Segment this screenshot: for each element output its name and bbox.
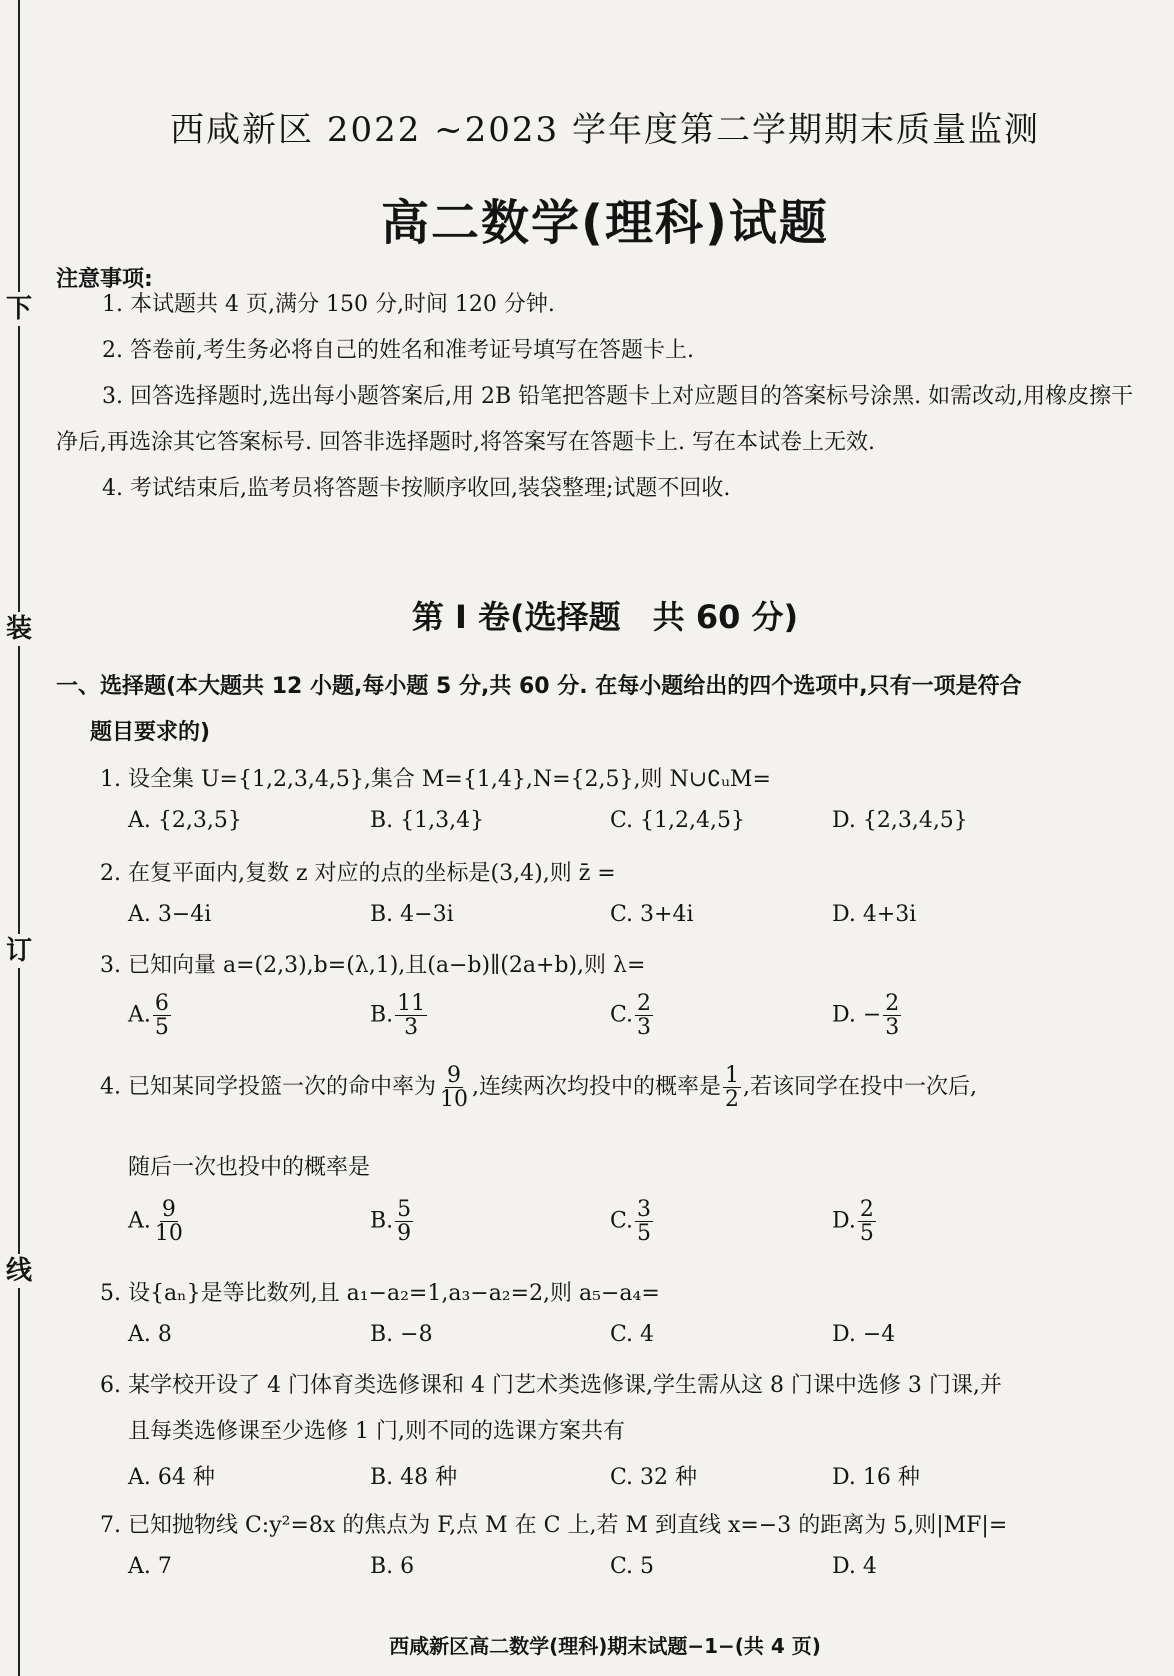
option-b: [370, 992, 429, 1039]
binding-mark-xian: 线: [3, 1254, 35, 1288]
question-6-options: [128, 1460, 1154, 1500]
notice-item: 3. 回答选择题时,选出每小题答案后,用 2B 铅笔把答题卡上对应题目的答案标号涂黑. 如需改动,用橡皮擦干净后,再选涂其它答案标号. 回答非选择题时,将答案写在答题卡上. 写在本试卷上无效.: [56, 384, 1134, 455]
question-7-options: [128, 1554, 1154, 1594]
question-4-stem: [100, 1064, 1154, 1111]
notice-item: 4. 考试结束后,监考员将答题卡按顺序收回,装袋整理;试题不回收.: [102, 476, 731, 501]
denominator: 10: [440, 1087, 468, 1113]
denominator: 3: [637, 1015, 652, 1041]
option-b: B. −8: [370, 1322, 433, 1347]
fraction: [723, 1064, 741, 1111]
option-c: C. 32 种: [610, 1465, 698, 1490]
option-d: D. 4: [832, 1554, 877, 1579]
instruction-line: 题目要求的): [90, 720, 211, 745]
option-a: A. 3−4i: [128, 902, 212, 927]
fraction: [395, 992, 427, 1039]
section-title: 第 I 卷(选择题 共 60 分): [411, 598, 799, 636]
stem-text: 4. 已知某同学投篮一次的命中率为: [100, 1074, 436, 1100]
binding-mark-xia: 下: [3, 292, 35, 326]
numerator: 9: [447, 1063, 461, 1088]
fraction: [858, 1198, 876, 1245]
question-5-options: [128, 1322, 1154, 1362]
binding-margin: [0, 0, 40, 1676]
fraction: [883, 992, 901, 1039]
option-d: [832, 1198, 878, 1245]
stem-text: ,连续两次均投中的概率是: [472, 1074, 721, 1100]
fraction: [395, 1198, 413, 1245]
option-d: D. 16 种: [832, 1465, 920, 1490]
exam-page: [56, 0, 1154, 1676]
option-label: D. −: [832, 1002, 882, 1028]
notice-heading: 注意事项:: [56, 267, 153, 292]
numerator: 2: [885, 991, 900, 1016]
option-a: [128, 992, 173, 1039]
numerator: 2: [637, 991, 652, 1016]
option-c: C. 4: [610, 1322, 655, 1347]
fraction: [153, 1198, 185, 1245]
option-c: [610, 1198, 655, 1245]
option-c: C. 5: [610, 1554, 655, 1579]
numerator: 5: [397, 1197, 412, 1222]
numerator: 1: [725, 1063, 739, 1088]
option-d: D. 4+3i: [832, 902, 917, 927]
option-b: B. 48 种: [370, 1465, 458, 1490]
binding-mark-zhuang: 装: [3, 612, 35, 646]
option-label: B.: [370, 1002, 394, 1028]
notice-list: [56, 282, 1154, 512]
question-3-stem: 3. 已知向量 a=(2,3),b=(λ,1),且(a−b)∥(2a+b),则 λ=: [100, 953, 646, 978]
numerator: 9: [161, 1197, 176, 1222]
option-b: B. 6: [370, 1554, 415, 1579]
question-6-stem-line2: 且每类选修课至少选修 1 门,则不同的选课方案共有: [128, 1419, 625, 1444]
option-b: B. {1,3,4}: [370, 808, 485, 833]
option-b: B. 4−3i: [370, 902, 454, 927]
question-6-stem: 6. 某学校开设了 4 门体育类选修课和 4 门艺术类选修课,学生需从这 8 门课中选修 3 门课,并: [100, 1373, 1002, 1398]
question-4-options: [128, 1198, 1154, 1258]
denominator: 3: [404, 1015, 419, 1041]
fraction: [153, 992, 171, 1039]
option-d: D. {2,3,4,5}: [832, 808, 968, 833]
fraction: [635, 992, 653, 1039]
option-label: C.: [610, 1002, 634, 1028]
option-a: [128, 1198, 187, 1245]
option-d: D. −4: [832, 1322, 896, 1347]
question-3-options: [128, 992, 1154, 1052]
question-1-stem: 1. 设全集 U={1,2,3,4,5},集合 M={1,4},N={2,5},则 N∪∁ᵤM=: [100, 767, 771, 792]
question-5-stem: 5. 设{aₙ}是等比数列,且 a₁−a₂=1,a₃−a₂=2,则 a₅−a₄=: [100, 1281, 660, 1306]
numerator: 6: [154, 991, 169, 1016]
section-instruction: [56, 664, 1154, 756]
option-c: [610, 992, 655, 1039]
option-a: A. 64 种: [128, 1465, 215, 1490]
denominator: 5: [154, 1015, 169, 1041]
option-a: A. 7: [128, 1554, 172, 1579]
instruction-line: 一、选择题(本大题共 12 小题,每小题 5 分,共 60 分. 在每小题给出的四个选项中,只有一项是符合: [56, 674, 1022, 699]
option-a: A. {2,3,5}: [128, 808, 242, 833]
denominator: 5: [637, 1221, 652, 1247]
numerator: 3: [637, 1197, 652, 1222]
page-footer: 西咸新区高二数学(理科)期末试题−1−(共 4 页): [389, 1634, 821, 1658]
denominator: 9: [397, 1221, 412, 1247]
denominator: 5: [859, 1221, 874, 1247]
option-label: A.: [128, 1002, 151, 1028]
denominator: 10: [154, 1221, 183, 1247]
question-2-stem: 2. 在复平面内,复数 z 对应的点的坐标是(3,4),则 z̄ =: [100, 861, 616, 886]
exam-title: 高二数学(理科)试题: [381, 195, 829, 251]
option-b: [370, 1198, 415, 1245]
option-d: [832, 992, 903, 1039]
question-2-options: [128, 902, 1154, 942]
option-label: C.: [610, 1208, 634, 1234]
fraction: [635, 1198, 653, 1245]
denominator: 2: [725, 1087, 739, 1113]
notice-item: 2. 答卷前,考生务必将自己的姓名和准考证号填写在答题卡上.: [102, 338, 694, 363]
numerator: 2: [859, 1197, 874, 1222]
fraction: [438, 1064, 470, 1111]
question-7-stem: 7. 已知抛物线 C:y²=8x 的焦点为 F,点 M 在 C 上,若 M 到直线 x=−3 的距离为 5,则|MF|=: [100, 1513, 1008, 1538]
numerator: 11: [397, 991, 426, 1016]
option-c: C. {1,2,4,5}: [610, 808, 745, 833]
notice-item: 1. 本试题共 4 页,满分 150 分,时间 120 分钟.: [102, 292, 555, 317]
question-1-options: [128, 808, 1154, 848]
stem-text: ,若该同学在投中一次后,: [743, 1074, 977, 1100]
option-a: A. 8: [128, 1322, 172, 1347]
question-4-stem-line2: 随后一次也投中的概率是: [128, 1155, 371, 1180]
binding-mark-ding: 订: [3, 934, 35, 968]
denominator: 3: [885, 1015, 900, 1041]
binding-line: [18, 0, 20, 1676]
school-line: 西咸新区 2022 ~2023 学年度第二学期期末质量监测: [170, 110, 1040, 150]
option-label: B.: [370, 1208, 394, 1234]
option-label: A.: [128, 1208, 151, 1234]
option-label: D.: [832, 1208, 856, 1234]
option-c: C. 3+4i: [610, 902, 694, 927]
